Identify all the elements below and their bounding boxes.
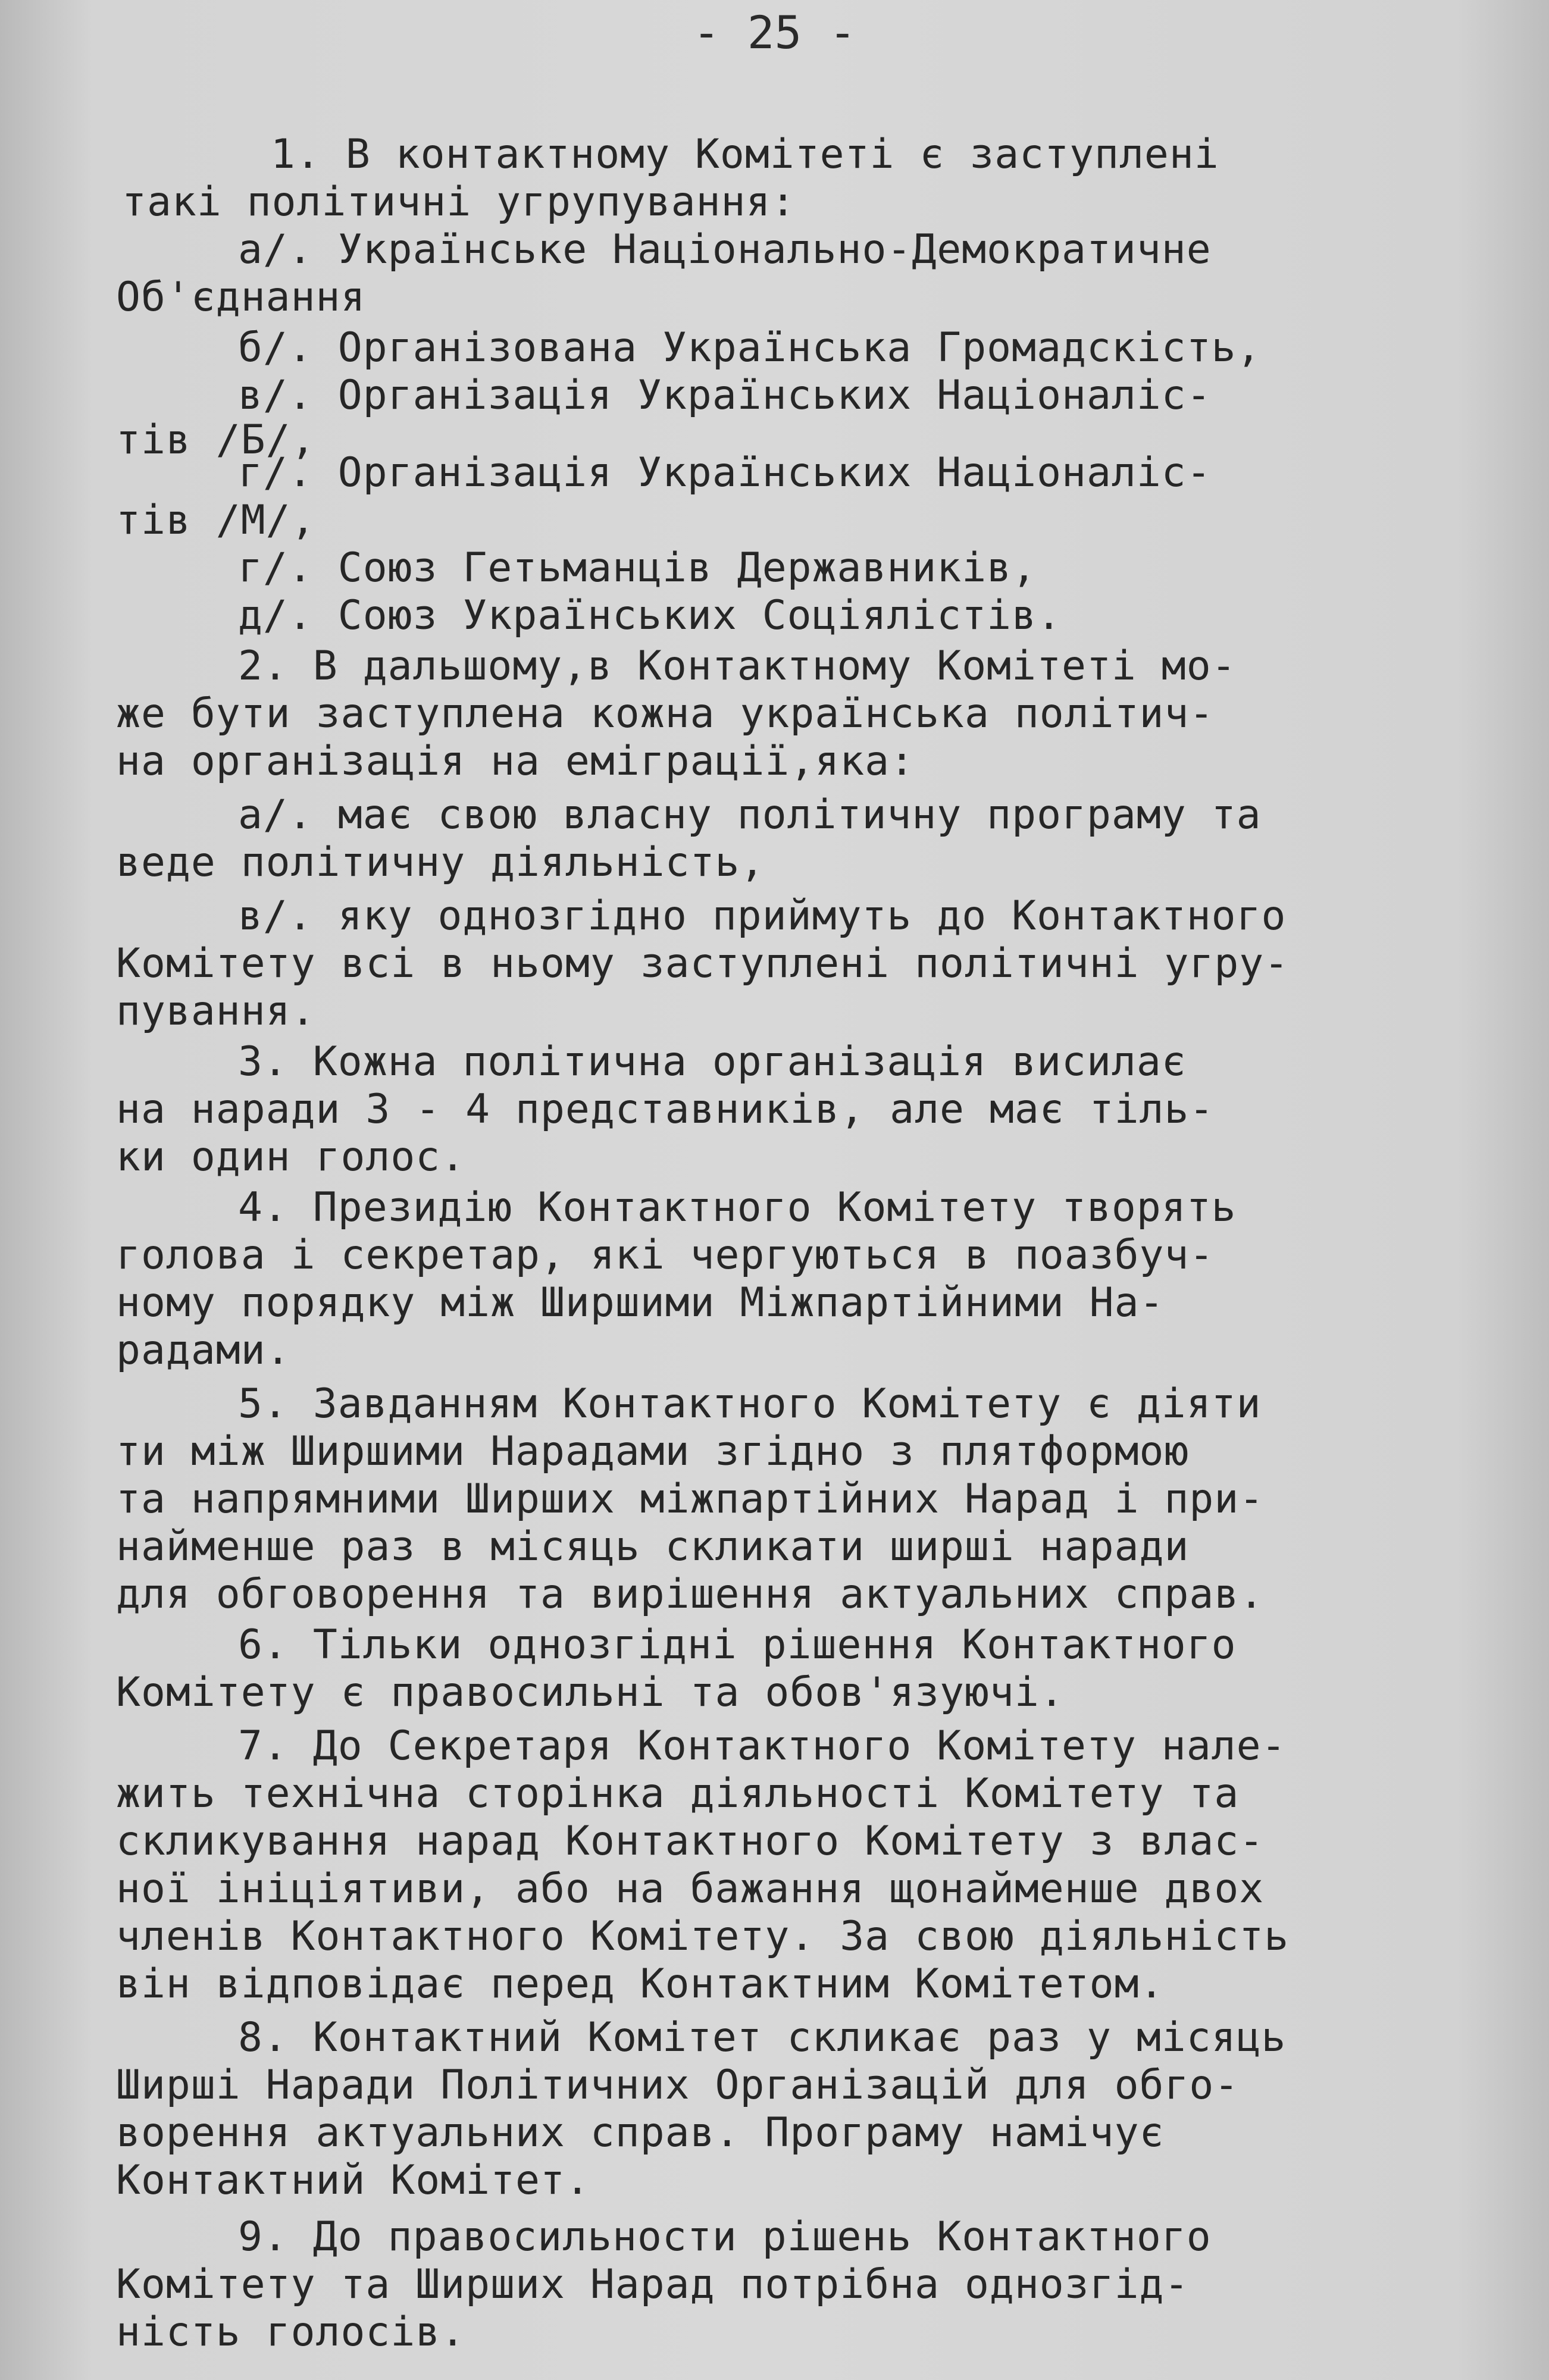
text-line: же бути заступлена кожна українська політич- — [116, 690, 1215, 737]
text-line: такі політичні угрупування: — [122, 178, 796, 226]
text-line: ної ініціятиви, або на бажання щонайменше двох — [116, 1865, 1265, 1912]
page-number: - 25 - — [693, 6, 856, 59]
text-line: тів /Б/, — [116, 416, 316, 464]
text-line: Об'єднання — [116, 274, 366, 321]
text-line: Комітету та Ширших Нарад потрібна однозгід- — [116, 2261, 1190, 2308]
text-line: радами. — [116, 1327, 291, 1374]
text-line: веде політичну діяльність, — [116, 839, 765, 886]
text-line: 9. До правосильности рішень Контактного — [238, 2213, 1212, 2260]
text-line: 2. В дальшому,в Контактному Комітеті мо- — [238, 643, 1237, 690]
text-line: пування. — [116, 988, 316, 1035]
text-line: жить технічна сторінка діяльності Комітету та — [116, 1770, 1240, 1817]
text-line: він відповідає перед Контактним Комітетом. — [116, 1961, 1165, 2008]
text-line: Комітету всі в ньому заступлені політичні угру- — [116, 940, 1290, 987]
text-line: Ширші Наради Політичних Організацій для обго- — [116, 2062, 1240, 2109]
text-line: на організація на еміграції,яка: — [116, 738, 915, 785]
text-line: ність голосів. — [116, 2309, 466, 2356]
text-line: 3. Кожна політична організація висилає — [238, 1038, 1187, 1085]
text-line: 5. Завданням Контактного Комітету є діяти — [238, 1380, 1262, 1427]
text-line: г/. Союз Гетьманців Державників, — [238, 544, 1037, 591]
text-line: тів /М/, — [116, 497, 316, 544]
text-line: для обговорення та вирішення актуальних справ. — [116, 1571, 1265, 1618]
text-line: Контактний Комітет. — [116, 2157, 590, 2204]
text-line: голова і секретар, які чергуються в поазбуч- — [116, 1232, 1215, 1279]
text-line: скликування нарад Контактного Комітету з влас- — [116, 1818, 1265, 1865]
text-line: 7. До Секретаря Контактного Комітету нале- — [238, 1723, 1287, 1770]
text-line: 8. Контактний Комітет скликає раз у місяць — [238, 2014, 1287, 2061]
text-line: б/. Організована Українська Громадскість, — [238, 324, 1262, 371]
text-line: 6. Тільки однозгідні рішення Контактного — [238, 1621, 1237, 1668]
text-line: в/. Організація Українських Націоналіс- — [238, 372, 1212, 419]
text-line: ти між Ширшими Нарадами згідно з плятформою — [116, 1428, 1190, 1475]
text-line: на наради 3 - 4 представників, але має тіль- — [116, 1086, 1215, 1133]
text-line: 1. В контактному Комітеті є заступлені — [271, 131, 1219, 178]
text-line: в/. яку однозгідно приймуть до Контактного — [238, 892, 1287, 940]
text-line: д/. Союз Українських Соціялістів. — [238, 592, 1062, 639]
text-line: ки один голос. — [116, 1133, 466, 1180]
text-line: та напрямними Ширших міжпартійних Нарад і при- — [116, 1476, 1265, 1523]
text-line: а/. Українське Національно-Демократичне — [238, 226, 1212, 273]
text-line: 4. Президію Контактного Комітету творять — [238, 1184, 1237, 1231]
text-line: Комітету є правосильні та обов'язуючі. — [116, 1669, 1065, 1716]
text-line: ворення актуальних справ. Програму намічує — [116, 2109, 1165, 2156]
text-line: г/. Організація Українських Націоналіс- — [238, 449, 1212, 496]
text-line: ному порядку між Ширшими Міжпартійними На- — [116, 1279, 1165, 1326]
text-line: найменше раз в місяць скликати ширші наради — [116, 1523, 1190, 1570]
text-line: а/. має свою власну політичну програму та — [238, 791, 1262, 838]
text-line: членів Контактного Комітету. За свою діяльність — [116, 1913, 1290, 1960]
